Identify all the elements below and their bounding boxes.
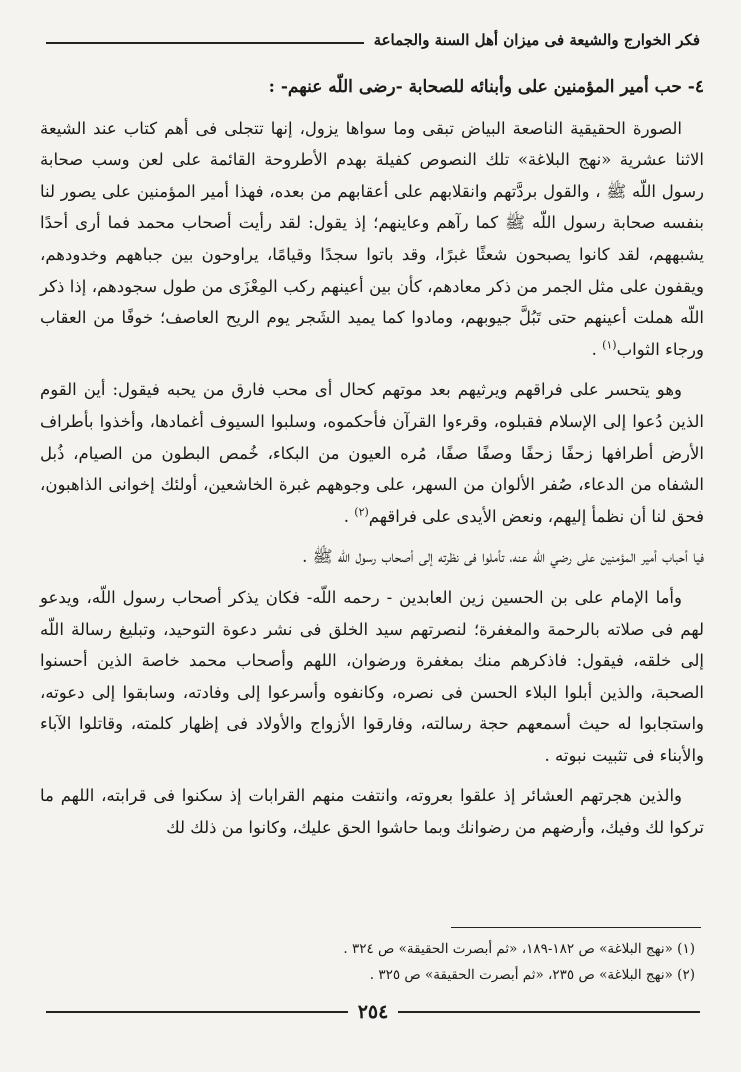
footnote-ref-1: (١) bbox=[602, 338, 617, 352]
section-heading: ٤- حب أمير المؤمنين على وأبنائه للصحابة -رضى اللّه عنهم- : bbox=[268, 77, 704, 97]
footer-rule-right bbox=[398, 1011, 700, 1013]
paragraph-2 bbox=[40, 374, 704, 532]
paragraph-1-end: . bbox=[591, 339, 603, 359]
running-header-title: فكر الخوارج والشيعة فى ميزان أهل السنة والجماعة bbox=[373, 31, 700, 49]
paragraph-2-end: . bbox=[343, 506, 355, 526]
paragraph-5: والذين هجرتهم العشائر إذ علقوا بعروته، وانتفت منهم القرابات إذ سكنوا فى قرابته، اللهم ما تركوا لك وفيك، وأرضهم من رضوانك وبما حاشوا الحق عليك، وكانوا من ذلك لك bbox=[40, 786, 704, 838]
footnote-1: (١) «نهج البلاغة» ص ١٨٢-١٨٩، «ثم أبصرت الحقيقة» ص ٣٢٤ . bbox=[343, 941, 695, 957]
page-number: ٢٥٤ bbox=[357, 1001, 389, 1023]
header-rule bbox=[46, 42, 364, 44]
running-header bbox=[46, 26, 700, 54]
footnote-2: (٢) «نهج البلاغة» ص ٢٣٥، «ثم أبصرت الحقيقة» ص ٣٢٥ . bbox=[369, 967, 695, 983]
paragraph-4: وأما الإمام على بن الحسين زين العابدين - رحمه اللّه- فكان يذكر أصحاب رسول اللّه، ويدعو لهم فى صلاته بالرحمة والمغفرة؛ لنصرتهم سيد الخلق فى نشر دعوة التوحيد، وتبليغ رسالة اللّه إلى خلقه، فيقول: فاذكرهم منك بمغفرة ورضوان، اللهم وأصحاب محمد خاصة الذين أحسنوا الصحبة، والذين أبلوا البلاء الحسن فى نصره، وكانفوه وأسرعوا إلى وفادته، وسابقوا إلى دعوته، واستجابوا له حيث أسمعهم حجة رسالته، وفارقوا الأزواج والأولاد فى إظهار كلمته، وقاتلوا الآباء والأبناء فى تثبيت نبوته . bbox=[40, 587, 704, 765]
footnote-ref-2: (٢) bbox=[354, 505, 369, 519]
paragraph-1 bbox=[40, 113, 704, 366]
page-footer bbox=[46, 998, 700, 1026]
footer-rule-left bbox=[46, 1011, 348, 1013]
footnotes bbox=[95, 936, 695, 988]
footnote-separator bbox=[451, 927, 701, 928]
paragraph-3: فيا أحباب أمير المؤمنين على رضي الله عنه، تأملوا فى نظرته إلى أصحاب رسول اللّه ﷺ . bbox=[302, 547, 704, 567]
body-text bbox=[40, 72, 704, 844]
paragraph-2-text: وهو يتحسر على فراقهم ويرثيهم بعد موتهم كحال أى محب فارق من يحبه فيقول: أين القوم الذين دُعوا إلى الإسلام فقبلوه، وقرءوا القرآن فأحكموه، وسلبوا السيوف أغمادها، وأخذوا بأطراف الأرض أطرافها زحفًا زحفًا وصفًا صفًا، مُره العيون من البكاء، خُمص البطون من الصيام، ذُبل الشفاه من الدعاء، صُفر الألوان من السهر، على وجوههم غبرة الخاشعين، أولئك إخوانى الذاهبون، فحق لنا أن نظمأ إليهم، ونعض الأيدى على فراقهم bbox=[40, 380, 704, 526]
paragraph-1-text: الصورة الحقيقية الناصعة البياض تبقى وما سواها يزول، إنها تتجلى فى أهم كتاب عند الشيعة الاثنا عشرية «نهج البلاغة» تلك النصوص كفيلة بهدم الأطروحة القائمة على لعن وسب صحابة رسول اللّه ﷺ ، والقول بردَّتهم وانقلابهم على أعقابهم من بعده، فهذا أمير المؤمنين على يصور لنا بنفسه صحابة رسول اللّه ﷺ كما رآهم وعاينهم؛ إذ يقول: لقد رأيت أصحاب محمد فما أرى أحدًا يشبههم، لقد كانوا يصبحون شعثًا غبرًا، وقد باتوا سجدًا وقيامًا، يراوحون بين جباههم وخدودهم، ويقفون على مثل الجمر من ذكر معادهم، كأن بين أعينهم ركب المِعْزَى من طول سجودهم، إذا ذكر اللّه هملت أعينهم حتى تَبُلَّ جيوبهم، ومادوا كما يميد الشَجر يوم الريح العاصف؛ خوفًا من العقاب ورجاء الثواب bbox=[40, 118, 704, 359]
